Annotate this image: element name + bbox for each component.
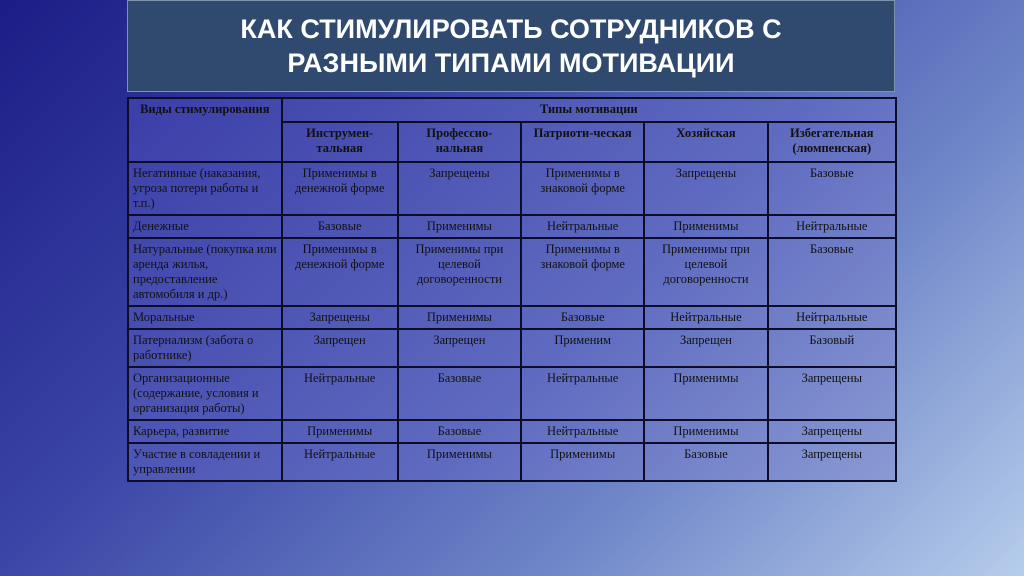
- table-row: [128, 238, 896, 306]
- table-cell: Базовые: [398, 420, 521, 443]
- table-row: [128, 306, 896, 329]
- table-row: [128, 367, 896, 420]
- table-row: [128, 162, 896, 215]
- table-cell: Базовые: [768, 238, 896, 306]
- table-cell: Применимы в знаковой форме: [521, 238, 644, 306]
- column-header: Инструмен-тальная: [282, 122, 398, 162]
- table-cell: Применимы в денежной форме: [282, 238, 398, 306]
- column-header: Профессио-нальная: [398, 122, 521, 162]
- table-cell: Нейтральные: [282, 443, 398, 481]
- table-cell: Применимы в денежной форме: [282, 162, 398, 215]
- table-cell: Нейтральные: [521, 215, 644, 238]
- motivation-table-container: [127, 97, 897, 482]
- table-cell: Базовые: [398, 367, 521, 420]
- table-cell: Применимы при целевой договоренности: [644, 238, 767, 306]
- row-label: Денежные: [128, 215, 282, 238]
- table-row: [128, 443, 896, 481]
- table-cell: Запрещен: [282, 329, 398, 367]
- table-cell: Применимы: [521, 443, 644, 481]
- row-label: Карьера, развитие: [128, 420, 282, 443]
- table-cell: Запрещен: [644, 329, 767, 367]
- table-cell: Нейтральные: [644, 306, 767, 329]
- slide-title: [127, 0, 895, 92]
- table-cell: Применимы: [398, 306, 521, 329]
- row-label: Негативные (наказания, угроза потери работы и т.п.): [128, 162, 282, 215]
- group-header: Типы мотивации: [282, 98, 896, 122]
- column-header: Патриоти-ческая: [521, 122, 644, 162]
- table-cell: Запрещены: [768, 443, 896, 481]
- table-cell: Нейтральные: [768, 306, 896, 329]
- table-cell: Базовые: [768, 162, 896, 215]
- table-cell: Базовые: [644, 443, 767, 481]
- table-row: [128, 329, 896, 367]
- column-header: Хозяйская: [644, 122, 767, 162]
- table-cell: Применим: [521, 329, 644, 367]
- table-header-row-top: [128, 98, 896, 122]
- table-cell: Базовые: [282, 215, 398, 238]
- table-cell: Применимы: [398, 443, 521, 481]
- table-row: [128, 420, 896, 443]
- slide-title-line-1: КАК СТИМУЛИРОВАТЬ СОТРУДНИКОВ С: [240, 14, 782, 44]
- motivation-table: [127, 97, 897, 482]
- row-label: Моральные: [128, 306, 282, 329]
- table-cell: Применимы: [282, 420, 398, 443]
- table-cell: Нейтральные: [521, 420, 644, 443]
- table-cell: Запрещены: [768, 367, 896, 420]
- table-cell: Нейтральные: [282, 367, 398, 420]
- table-cell: Применимы в знаковой форме: [521, 162, 644, 215]
- table-cell: Нейтральные: [521, 367, 644, 420]
- row-label: Патернализм (забота о работнике): [128, 329, 282, 367]
- slide-title-line-2: РАЗНЫМИ ТИПАМИ МОТИВАЦИИ: [287, 48, 735, 78]
- table-cell: Применимы при целевой договоренности: [398, 238, 521, 306]
- table-cell: Запрещены: [398, 162, 521, 215]
- table-cell: Нейтральные: [768, 215, 896, 238]
- table-cell: Базовые: [521, 306, 644, 329]
- corner-header: Виды стимулирования: [128, 98, 282, 162]
- row-label: Организационные (содержание, условия и организация работы): [128, 367, 282, 420]
- table-cell: Применимы: [644, 215, 767, 238]
- table-cell: Применимы: [644, 367, 767, 420]
- table-cell: Применимы: [398, 215, 521, 238]
- table-cell: Запрещен: [398, 329, 521, 367]
- table-cell: Базовый: [768, 329, 896, 367]
- table-cell: Применимы: [644, 420, 767, 443]
- table-cell: Запрещены: [282, 306, 398, 329]
- table-cell: Запрещены: [768, 420, 896, 443]
- column-header: Избегательная (люмпенская): [768, 122, 896, 162]
- table-cell: Запрещены: [644, 162, 767, 215]
- row-label: Натуральные (покупка или аренда жилья, предоставление автомобиля и др.): [128, 238, 282, 306]
- table-row: [128, 215, 896, 238]
- row-label: Участие в совладении и управлении: [128, 443, 282, 481]
